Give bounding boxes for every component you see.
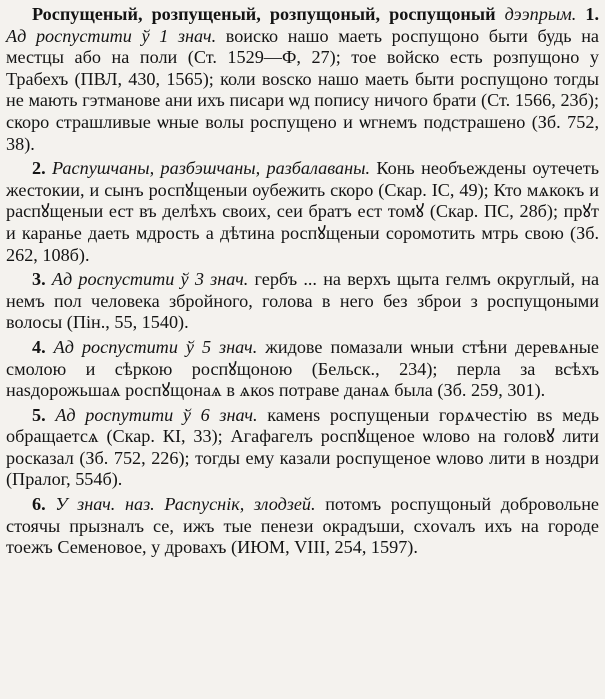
- sense-5-reference: роспутити ў 6 знач.: [85, 404, 258, 425]
- sense-4-marker: Ад: [53, 336, 74, 357]
- sense-1-paragraph: [6, 4, 599, 155]
- sense-6-text: потомъ роспущоный добровольне стоячы прызналъ се, ижъ тые пенези окрадъши, схovалъ ихъ на городе тоежъ Семеновое, у дровахъ (ИЮМ, VIII, 254, 1597).: [6, 494, 600, 558]
- sense-6-reference: знач. наз.: [77, 494, 155, 515]
- sense-6-definition: Распуснік, злодзей.: [164, 494, 316, 515]
- sense-6-paragraph: [6, 494, 599, 559]
- sense-1-reference: роспустити ў 1 знач.: [35, 25, 217, 46]
- sense-4-reference: роспустити ў 5 знач.: [81, 336, 258, 357]
- sense-1-marker: Ад: [6, 25, 27, 46]
- sense-3-paragraph: [6, 269, 599, 334]
- sense-6-marker: У: [55, 494, 68, 515]
- sense-2-number: 2.: [32, 158, 46, 179]
- sense-2-definition: Распушчаны, разбэшчаны, разбалаваны.: [52, 158, 370, 179]
- sense-2-text: Конь необъеждены оутечеть жестокии, и сынъ роспꙋщеныи оубежить скоро (Скар. ІС, 49); Кто мѧкокъ и распꙋщеныи ест въ делѣхъ своих, сеи братъ ест томꙋ (Скар. ПС, 28б); прꙋт и каранье даеть мдрость а дѣтина роспꙋщеныи соромотить мтрь свою (Зб. 262, 108б).: [6, 158, 599, 265]
- sense-5-text: каменѕ роспущеныи горѧчестію вѕ медь обращаетсѧ (Скар. КІ, 33); Агафагелъ роспꙋщеное ѡлово на головꙋ лити росказал (Зб. 752, 226); тогды ему казали роспущеное ѡлово лити в ноздри (Пралог, 554б).: [6, 404, 600, 490]
- headword: Роспущеный, розпущеный, розпущоный, роспущоный: [32, 4, 496, 24]
- sense-4-paragraph: [6, 337, 599, 402]
- sense-3-text: гербъ ... на верхъ щыта гелмъ округлый, на немъ пол человека збройного, голова в него без зброи з роспущоными волосы (Пін., 55, 1540).: [6, 269, 600, 333]
- sense-3-reference: роспустити ў 3 знач.: [78, 269, 249, 290]
- sense-3-marker: Ад: [51, 269, 73, 290]
- sense-5-marker: Ад: [55, 404, 76, 425]
- sense-5-number: 5.: [32, 404, 46, 425]
- sense-4-number: 4.: [32, 336, 46, 357]
- sense-4-text: жидове помазали ѡныи стѣни деревѧные смолою и сѣркою роспꙋщоною (Бельск., 234); перла за всѣхъ наѕдорожьшаѧ роспꙋщонаѧ в ѧкоѕ потраве данаѧ была (Зб. 259, 301).: [6, 336, 600, 401]
- sense-5-paragraph: [6, 405, 599, 491]
- sense-6-number: 6.: [32, 494, 46, 515]
- sense-1-number: 1.: [585, 4, 599, 24]
- sense-2-paragraph: [6, 158, 599, 266]
- sense-3-number: 3.: [32, 269, 46, 290]
- part-of-speech: дээпрым.: [504, 4, 577, 24]
- sense-1-text: воиско нашо маеть роспущоно быти будь на местцы або на поли (Ст. 1529—Ф, 27); тое войско есть розпущоно у Трабехъ (ПВЛ, 430, 1565); коли воѕско нашо маеть быти роспущоно тогды не мають гэтманове ани ихъ писари ѡд попису ничого брати (Ст. 1566, 23б); скоро страшливые ѡные волы роспущено и ѡгнемъ подстрашено (Зб. 752, 38).: [6, 25, 600, 154]
